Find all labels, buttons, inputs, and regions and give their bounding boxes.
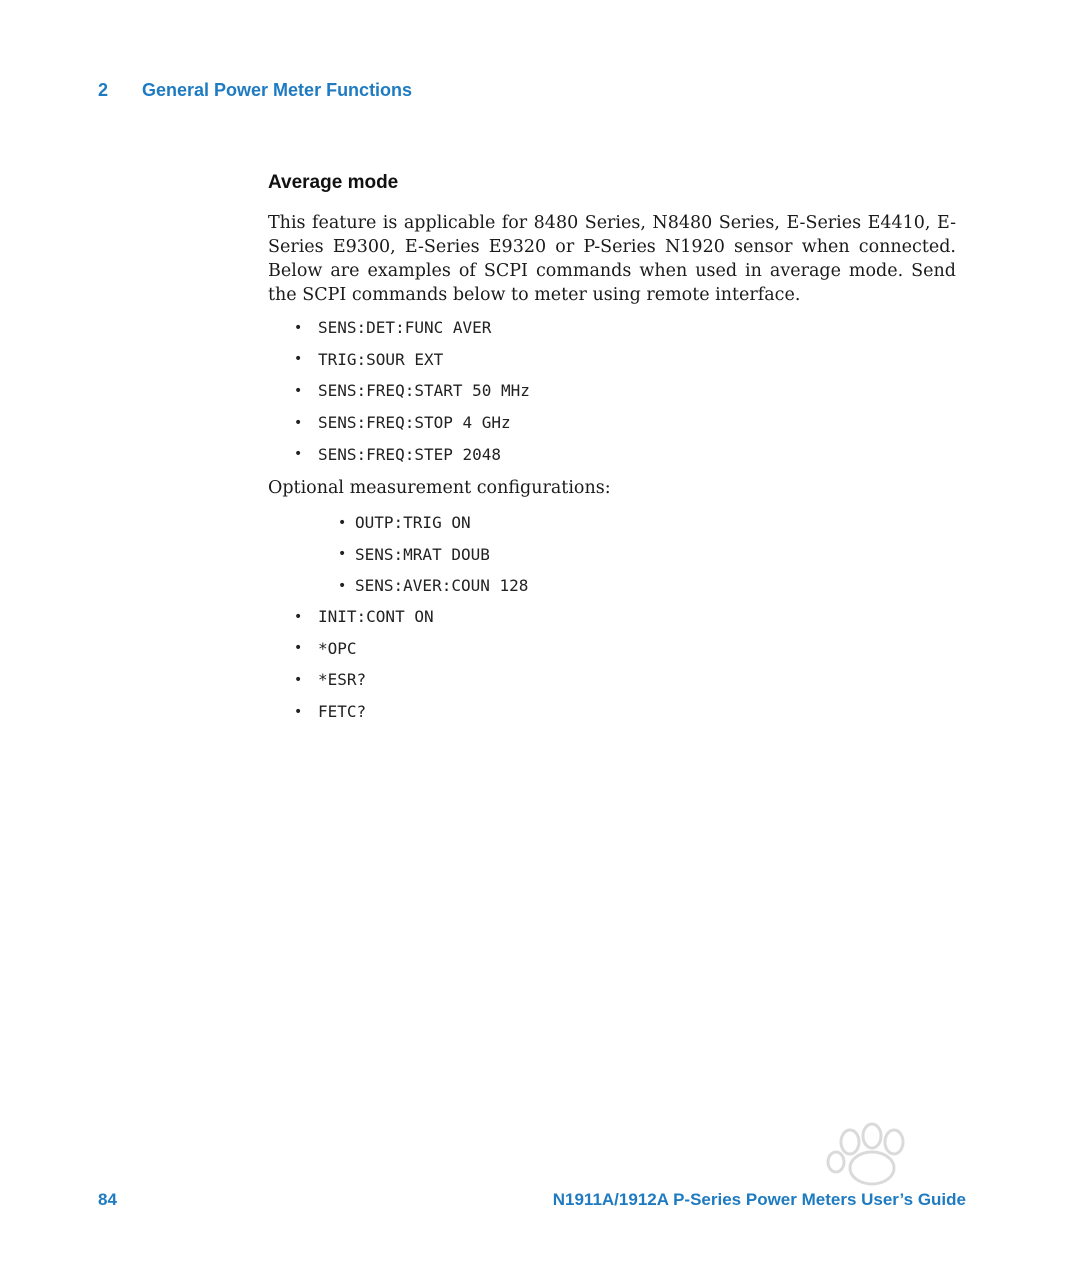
page-number: 84 [98,1190,117,1209]
command-text: *ESR? [318,670,367,690]
section-title: Average mode [268,172,399,193]
command-text: OUTP:TRIG ON [355,513,471,533]
command-text: SENS:FREQ:START 50 MHz [318,381,530,401]
bullet-icon: • [294,446,303,463]
optional-command-list [338,507,528,602]
bullet-icon: • [294,319,303,336]
optional-label: Optional measurement configurations: [268,478,611,498]
bullet-icon: • [294,608,303,625]
command-text: TRIG:SOUR EXT [318,349,444,369]
list-item [338,507,528,539]
list-item [294,375,530,407]
list-item [294,344,530,376]
final-command-list [294,601,434,727]
chapter-number: 2 [98,80,109,100]
chapter-title: General Power Meter Functions [142,80,413,100]
command-text: SENS:MRAT DOUB [355,544,490,564]
command-text: SENS:DET:FUNC AVER [318,318,492,338]
bullet-icon: • [338,577,347,594]
list-item [338,570,528,602]
list-item [338,539,528,571]
command-text: INIT:CONT ON [318,607,434,627]
list-item [294,438,530,470]
command-text: *OPC [318,638,357,658]
list-item [294,696,434,728]
bullet-icon: • [294,414,303,431]
command-text: SENS:FREQ:STOP 4 GHz [318,413,511,433]
bullet-icon: • [338,514,347,531]
guide-title: N1911A/1912A P-Series Power Meters User’s Guide [552,1190,966,1209]
command-text: FETC? [318,702,367,722]
bullet-icon: • [294,382,303,399]
command-text: SENS:AVER:COUN 128 [355,576,529,596]
section-paragraph: This feature is applicable for 8480 Series, N8480 Series, E-Series E4410, E-Series E9300, E-Series E9320 or P-Series N1920 sensor when connected. Below are examples of SCPI commands when used in average mode. Send the SCPI commands below to meter using remote interface. [268,213,956,305]
baidu-watermark [750,1120,1010,1240]
list-item [294,664,434,696]
list-item [294,407,530,439]
bullet-icon: • [294,671,303,688]
bullet-icon: • [338,546,347,563]
bullet-icon: • [294,703,303,720]
list-item [294,601,434,633]
baidu-paw-icon [750,1120,1010,1240]
bullet-icon: • [294,351,303,368]
command-list [294,312,530,470]
list-item [294,633,434,665]
bullet-icon: • [294,640,303,657]
list-item [294,312,530,344]
command-text: SENS:FREQ:STEP 2048 [318,444,502,464]
running-header [98,80,412,101]
